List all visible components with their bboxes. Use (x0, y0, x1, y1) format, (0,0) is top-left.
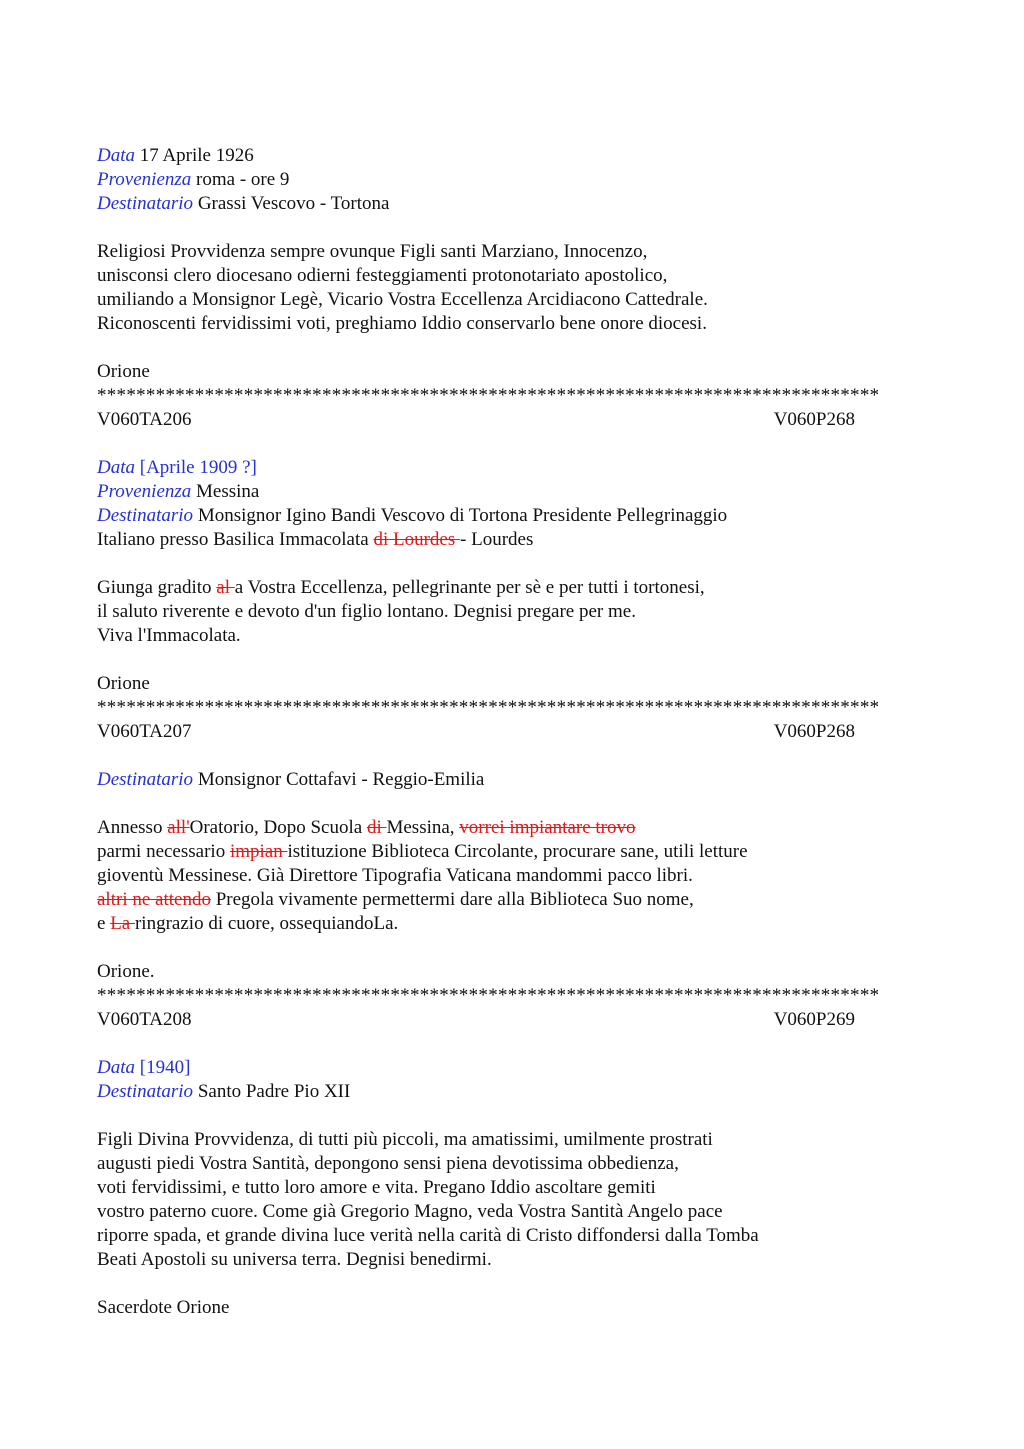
reference-row (97, 720, 855, 744)
deleted-text: al (216, 577, 235, 598)
recipient-value: Monsignor Igino Bandi Vescovo di Tortona Presidente Pellegrinaggio (197, 505, 728, 526)
separator: ******************************************************************************** (97, 697, 880, 718)
body-line: Annesso all'Oratorio, Dopo Scuola di Messina, vorrei impiantare trovo (97, 817, 636, 838)
recipient-label: Destinatario (97, 1081, 194, 1102)
body-line: Figli Divina Provvidenza, di tutti più piccoli, ma amatissimi, umilmente prostrati (97, 1129, 713, 1150)
recipient-line-2: Italiano presso Basilica Immacolata di Lourdes - Lourdes (97, 529, 534, 550)
deleted-text: di Lourdes (373, 529, 461, 550)
body-line: umiliando a Monsignor Legè, Vicario Vostra Eccellenza Arcidiacono Cattedrale. (97, 289, 708, 310)
origin-line (97, 168, 977, 192)
separator: ******************************************************************************** (97, 985, 880, 1006)
body-line: unisconsi clero diocesano odierni festeggiamenti protonotariato apostolico, (97, 265, 668, 286)
deleted-text: altri ne attendo (97, 889, 211, 910)
reference-row (97, 408, 855, 432)
body-line: Beati Apostoli su universa terra. Degnisi benedirmi. (97, 1249, 492, 1270)
body-line: e La ringrazio di cuore, ossequiandoLa. (97, 913, 399, 934)
body-line: il saluto riverente e devoto d'un figlio lontano. Degnisi pregare per me. (97, 601, 636, 622)
date-label: Data (97, 145, 135, 166)
body-line: gioventù Messinese. Già Direttore Tipografia Vaticana mandommi pacco libri. (97, 865, 693, 886)
body-line: altri ne attendo Pregola vivamente permettermi dare alla Biblioteca Suo nome, (97, 889, 694, 910)
origin-value: roma - ore 9 (196, 169, 290, 190)
origin-value: Messina (196, 481, 260, 502)
signature: Orione (97, 673, 150, 694)
letter-2 (97, 408, 977, 696)
page-code: V060P268 (773, 721, 855, 742)
date-line (97, 456, 977, 480)
body-line: Viva l'Immacolata. (97, 625, 241, 646)
date-value: [1940] (139, 1057, 191, 1078)
date-line (97, 144, 977, 168)
recipient-line (97, 192, 977, 216)
body-line: voti fervidissimi, e tutto loro amore e vita. Pregano Iddio ascoltare gemiti (97, 1177, 656, 1198)
body-line: Giunga gradito al a Vostra Eccellenza, pellegrinante per sè e per tutti i tortonesi, (97, 577, 705, 598)
date-label: Data (97, 457, 135, 478)
recipient-value: Grassi Vescovo - Tortona (197, 193, 390, 214)
letter-1 (97, 144, 977, 384)
recipient-value: Santo Padre Pio XII (197, 1081, 351, 1102)
date-value: [Aprile 1909 ?] (139, 457, 257, 478)
body-line: augusti piedi Vostra Santità, depongono sensi piena devotissima obbedienza, (97, 1153, 679, 1174)
recipient-label: Destinatario (97, 505, 194, 526)
reference-row (97, 1008, 855, 1032)
body-line: riporre spada, et grande divina luce verità nella carità di Cristo diffondersi dalla Tomba (97, 1225, 759, 1246)
body-line: Religiosi Provvidenza sempre ovunque Figli santi Marziano, Innocenzo, (97, 241, 648, 262)
recipient-line (97, 1080, 977, 1104)
reference-code: V060TA208 (97, 1009, 192, 1030)
deleted-text: impian (229, 841, 288, 862)
origin-label: Provenienza (97, 169, 192, 190)
signature: Orione (97, 361, 150, 382)
deleted-text: all' (167, 817, 190, 838)
body-line: parmi necessario impian istituzione Biblioteca Circolante, procurare sane, utili letture (97, 841, 748, 862)
deleted-text: vorrei impiantare trovo (459, 817, 636, 838)
body-line: vostro paterno cuore. Come già Gregorio Magno, veda Vostra Santità Angelo pace (97, 1201, 723, 1222)
recipient-line (97, 504, 977, 528)
date-line (97, 1056, 977, 1080)
recipient-line (97, 768, 977, 792)
origin-label: Provenienza (97, 481, 192, 502)
reference-code: V060TA207 (97, 721, 192, 742)
date-value: 17 Aprile 1926 (139, 145, 254, 166)
deleted-text: La (110, 913, 135, 934)
document-page (97, 144, 977, 1320)
signature: Sacerdote Orione (97, 1297, 230, 1318)
origin-line (97, 480, 977, 504)
reference-code: V060TA206 (97, 409, 192, 430)
signature: Orione. (97, 961, 155, 982)
page-code: V060P269 (773, 1009, 855, 1030)
date-label: Data (97, 1057, 135, 1078)
letter-3 (97, 720, 977, 984)
recipient-value: Monsignor Cottafavi - Reggio-Emilia (197, 769, 485, 790)
recipient-label: Destinatario (97, 769, 194, 790)
letter-4 (97, 1008, 977, 1320)
page-code: V060P268 (773, 409, 855, 430)
body-line: Riconoscenti fervidissimi voti, preghiamo Iddio conservarlo bene onore diocesi. (97, 313, 707, 334)
recipient-label: Destinatario (97, 193, 194, 214)
separator: ******************************************************************************** (97, 385, 880, 406)
deleted-text: di (366, 817, 387, 838)
